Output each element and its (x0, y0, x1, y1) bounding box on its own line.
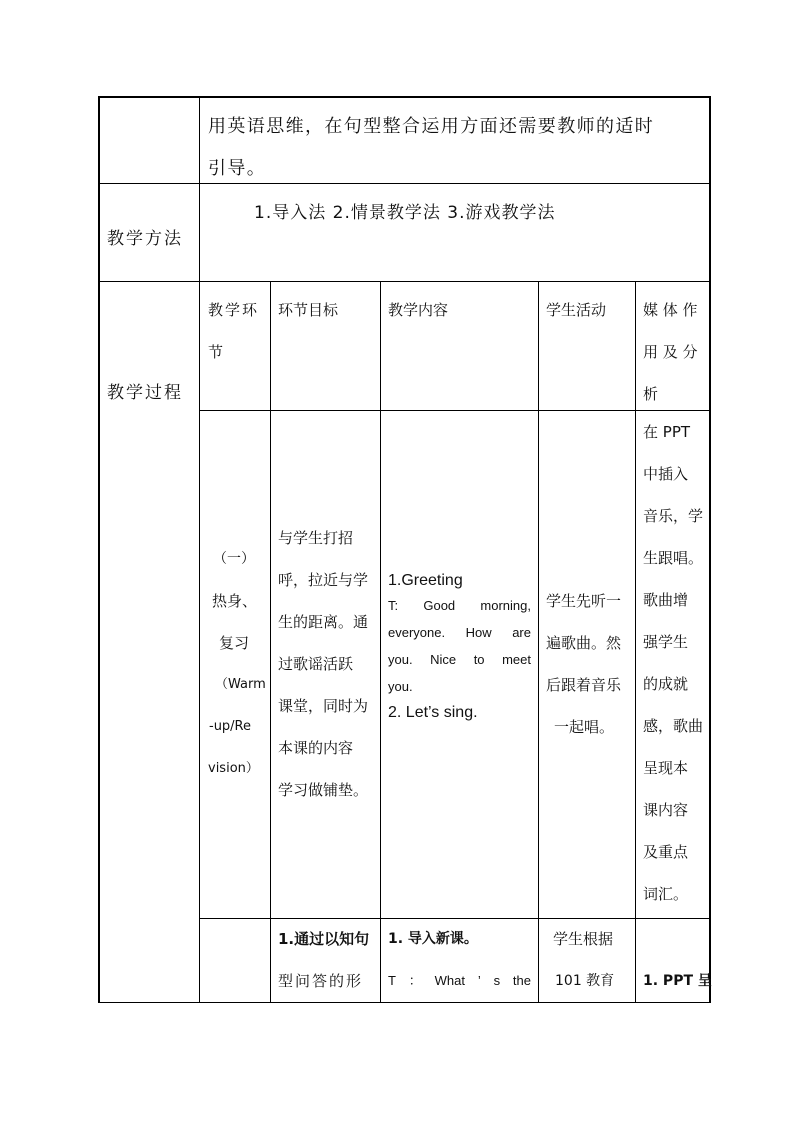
next-media-1: 1. PPT 呈 (643, 973, 712, 989)
warmup-content-line-3 (388, 646, 531, 673)
word: T: (388, 598, 399, 613)
table-border-top (98, 96, 711, 98)
warmup-stage-3: 复习 (219, 634, 250, 652)
word: Nice (430, 652, 457, 667)
word: Good (423, 598, 456, 613)
column-divider-4 (635, 281, 636, 1003)
next-activity-2: 101 教育 (555, 973, 615, 989)
warmup-media-9: 呈现本 (643, 759, 689, 777)
warmup-media-5: 歌曲增 (643, 591, 689, 609)
warmup-media-11: 及重点 (643, 843, 689, 861)
warmup-goal-2: 呼，拉近与学 (278, 571, 369, 589)
method-content: 1.导入法 2.情景教学法 3.游戏教学法 (254, 203, 556, 223)
column-divider-1 (270, 281, 271, 1003)
warmup-media-8: 感，歌曲 (643, 717, 704, 735)
column-divider-3 (538, 281, 539, 1003)
warmup-media-12: 词汇。 (643, 885, 689, 903)
warmup-goal-5: 课堂，同时为 (278, 697, 369, 715)
header-content: 教学内容 (388, 301, 449, 319)
warmup-media-3: 音乐，学 (643, 507, 704, 525)
process-label: 教学过程 (107, 383, 183, 403)
warmup-media-6: 强学生 (643, 633, 689, 651)
word: the (512, 973, 531, 988)
warmup-media-1: 在 PPT (643, 423, 691, 441)
warmup-media-7: 的成就 (643, 675, 689, 693)
warmup-activity-4: 一起唱。 (554, 718, 615, 736)
word: s (493, 973, 501, 988)
word: you. (388, 652, 413, 667)
warmup-stage-6: vision） (208, 761, 259, 776)
warmup-media-4: 生跟唱。 (643, 549, 704, 567)
summary-line-2: 引导。 (208, 158, 267, 179)
header-stage-line-2: 节 (208, 343, 224, 361)
header-stage-line-1: 教学环 (208, 301, 260, 319)
row-divider-method (98, 281, 711, 282)
warmup-goal-7: 学习做铺垫。 (278, 781, 369, 799)
summary-line-1: 用英语思维，在句型整合运用方面还需要教师的适时 (208, 116, 655, 137)
table-border-right (709, 96, 711, 1003)
table-border-bottom (98, 1002, 711, 1003)
warmup-activity-1: 学生先听一 (546, 592, 622, 610)
warmup-content-line-1 (388, 592, 531, 619)
header-goal: 环节目标 (278, 301, 339, 319)
word: to (473, 652, 485, 667)
warmup-content-item-2: 2. Let’s sing. (388, 704, 478, 721)
word: How (465, 625, 492, 640)
warmup-content-title: 1.Greeting (388, 572, 463, 589)
word: T (388, 973, 396, 988)
next-content-title: 1. 导入新课。 (388, 931, 478, 947)
warmup-stage-5: -up/Re (209, 719, 252, 734)
warmup-goal-6: 本课的内容 (278, 739, 354, 757)
warmup-stage-4: （Warm (215, 677, 266, 692)
next-activity-1: 学生根据 (553, 930, 614, 948)
word: What (434, 973, 465, 988)
warmup-media-2: 中插入 (643, 465, 689, 483)
next-goal-1: 1.通过以知句 (278, 930, 370, 948)
word: morning, (480, 598, 531, 613)
warmup-content-line-2 (388, 619, 531, 646)
warmup-stage-2: 热身、 (212, 592, 258, 610)
header-media-line-1: 媒 体 作 (643, 301, 698, 319)
warmup-media-10: 课内容 (643, 801, 689, 819)
word: ’ (477, 973, 481, 988)
warmup-goal-1: 与学生打招 (278, 529, 354, 547)
warmup-content-line-4: you. (388, 679, 413, 694)
next-content-line-1 (388, 960, 531, 1002)
label-column-divider (199, 96, 200, 1003)
word: ： (408, 973, 422, 988)
column-divider-2 (380, 281, 381, 1003)
word: are (512, 625, 531, 640)
warmup-activity-2: 遍歌曲。然 (546, 634, 622, 652)
header-activity: 学生活动 (546, 301, 607, 319)
warmup-goal-3: 生的距离。通 (278, 613, 369, 631)
table-border-left (98, 96, 100, 1003)
warmup-activity-3: 后跟着音乐 (546, 676, 622, 694)
header-media-line-2: 用 及 分 (643, 343, 698, 361)
warmup-stage-1: （一） (213, 551, 255, 567)
method-label: 教学方法 (107, 229, 183, 249)
warmup-goal-4: 过歌谣活跃 (278, 655, 354, 673)
word: meet (502, 652, 531, 667)
row-divider-summary (98, 183, 711, 184)
word: everyone. (388, 625, 446, 640)
header-media-line-3: 析 (643, 385, 659, 403)
next-goal-2: 型问答的形 (278, 972, 364, 990)
